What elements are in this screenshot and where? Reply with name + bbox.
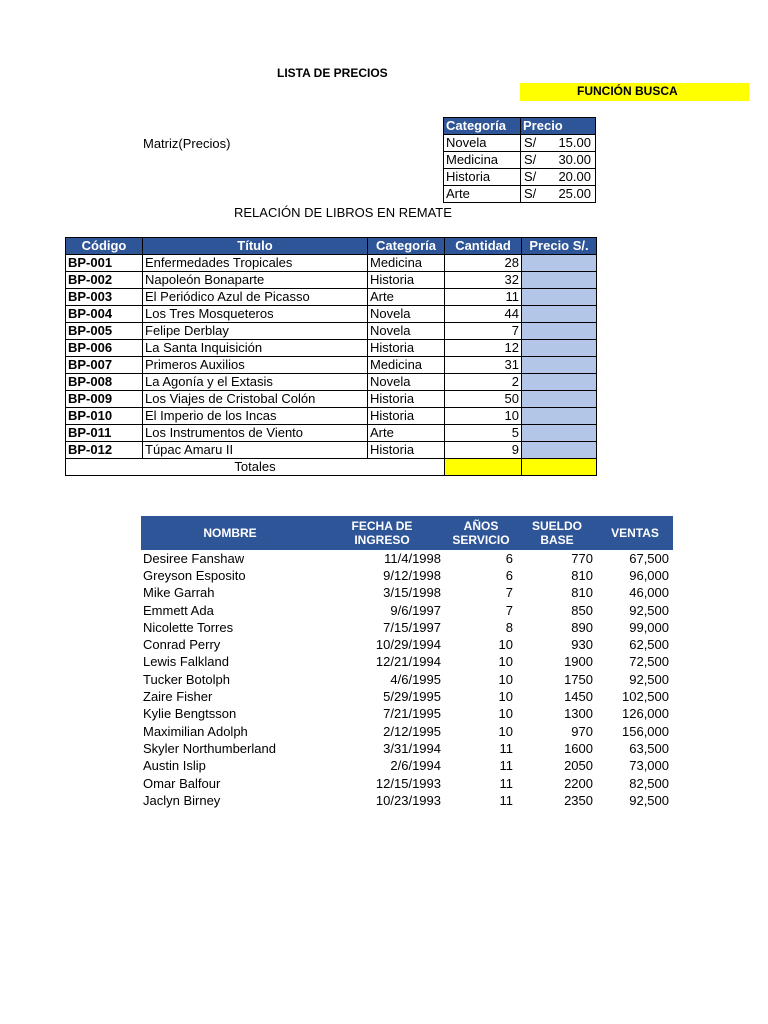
price-amount-cell[interactable]: 25.00 [551,186,596,203]
employee-years-cell[interactable]: 7 [505,585,513,601]
employee-date-cell[interactable]: 2/6/1994 [390,758,441,774]
book-price-cell[interactable] [522,408,597,425]
header-titulo[interactable]: Título [143,238,368,255]
employees-header-3[interactable] [517,516,597,550]
book-qty-cell[interactable]: 32 [445,272,522,289]
employee-sales-cell[interactable]: 92,500 [629,602,669,618]
header-line-1: SUELDO [531,519,582,533]
employee-row [141,758,673,775]
books-table [65,237,597,476]
book-category-cell[interactable]: Arte [368,425,445,442]
book-price-cell[interactable] [522,442,597,459]
employee-row [141,792,673,809]
book-title-cell[interactable]: El Periódico Azul de Picasso [143,289,368,306]
employee-years-cell[interactable]: 11 [499,792,513,808]
price-currency-cell[interactable]: S/ [521,135,551,152]
book-qty-cell[interactable]: 12 [445,340,522,357]
page-title: LISTA DE PRECIOS [277,66,388,80]
employee-sales-cell[interactable]: 92,500 [629,792,669,808]
employee-date-cell[interactable]: 11/4/1998 [384,550,441,566]
book-qty-cell[interactable]: 31 [445,357,522,374]
employee-salary-cell[interactable]: 1900 [564,654,593,670]
employees-header-row [141,516,673,550]
employee-sales-cell[interactable]: 99,000 [629,619,669,635]
book-code-cell[interactable]: BP-006 [66,340,143,357]
books-header-row [66,238,597,255]
employee-row [141,602,673,619]
employee-salary-cell[interactable]: 970 [571,723,593,739]
price-matrix-table [443,117,596,203]
book-qty-cell[interactable]: 44 [445,306,522,323]
book-qty-cell[interactable]: 5 [445,425,522,442]
book-row [66,442,597,459]
book-title-cell[interactable]: Napoleón Bonaparte [143,272,368,289]
book-title-cell[interactable]: La Agonía y el Extasis [143,374,368,391]
book-code-cell[interactable]: BP-012 [66,442,143,459]
employee-salary-cell[interactable]: 810 [571,585,593,601]
book-row [66,340,597,357]
book-qty-cell[interactable]: 7 [445,323,522,340]
header-line-2: SERVICIO [452,533,510,547]
employee-sales-cell[interactable]: 92,500 [629,671,669,687]
employee-sales-cell[interactable]: 102,500 [622,689,669,705]
book-category-cell[interactable]: Historia [368,272,445,289]
employee-row [141,550,673,567]
book-code-cell[interactable]: BP-011 [66,425,143,442]
book-category-cell[interactable]: Novela [368,323,445,340]
employee-row [141,654,673,671]
employee-name-cell[interactable]: Desiree Fanshaw [143,550,245,566]
header-categoria[interactable]: Categoría [368,238,445,255]
book-qty-cell[interactable]: 2 [445,374,522,391]
employee-years-cell[interactable]: 7 [505,602,513,618]
book-price-cell[interactable] [522,357,597,374]
employee-years-cell[interactable]: 10 [498,723,513,739]
employee-years-cell[interactable]: 6 [505,550,513,566]
employees-header-4[interactable] [597,516,673,550]
book-row [66,323,597,340]
book-category-cell[interactable]: Novela [368,306,445,323]
header-categoria[interactable]: Categoría [444,118,521,135]
price-row [444,169,596,186]
book-title-cell[interactable]: Túpac Amaru II [143,442,368,459]
book-category-cell[interactable]: Historia [368,391,445,408]
price-category-cell[interactable]: Medicina [444,152,521,169]
matriz-label: Matriz(Precios) [143,136,231,151]
employee-years-cell[interactable]: 8 [505,619,513,635]
header-codigo[interactable]: Código [66,238,143,255]
employee-name-cell[interactable]: Omar Balfour [143,775,221,791]
book-category-cell[interactable]: Medicina [368,255,445,272]
relacion-title: RELACIÓN DE LIBROS EN REMATE [234,205,452,220]
employee-name-cell[interactable]: Jaclyn Birney [143,792,221,808]
price-category-cell[interactable]: Novela [444,135,521,152]
book-row [66,357,597,374]
price-amount-cell[interactable]: 15.00 [551,135,596,152]
employee-salary-cell[interactable]: 850 [571,602,593,618]
employee-salary-cell[interactable]: 1300 [564,706,593,722]
book-code-cell[interactable]: BP-005 [66,323,143,340]
header-line-1: AÑOS [463,519,499,533]
price-category-cell[interactable]: Arte [444,186,521,203]
price-row [444,135,596,152]
employee-salary-cell[interactable]: 1450 [564,689,593,705]
book-category-cell[interactable]: Historia [368,408,445,425]
book-title-cell[interactable]: Felipe Derblay [143,323,368,340]
employee-date-cell[interactable]: 12/21/1994 [375,654,441,670]
employee-sales-cell[interactable]: 73,000 [629,758,669,774]
book-row [66,255,597,272]
employee-name-cell[interactable]: Greyson Esposito [143,567,246,583]
book-title-cell[interactable]: La Santa Inquisición [143,340,368,357]
employee-salary-cell[interactable]: 890 [571,619,593,635]
book-code-cell[interactable]: BP-001 [66,255,143,272]
employee-name-cell[interactable]: Emmett Ada [143,602,214,618]
book-price-cell[interactable] [522,374,597,391]
book-price-cell[interactable] [522,425,597,442]
employee-row [141,740,673,757]
employee-row [141,706,673,723]
employee-row [141,688,673,705]
totals-price-cell[interactable] [522,459,597,476]
book-row [66,306,597,323]
book-qty-cell[interactable]: 28 [445,255,522,272]
employee-name-cell[interactable]: Nicolette Torres [143,619,234,635]
employee-date-cell[interactable]: 7/15/1997 [383,619,441,635]
book-row [66,272,597,289]
employee-salary-cell[interactable]: 810 [571,567,593,583]
employee-date-cell[interactable]: 9/12/1998 [383,567,441,583]
employee-date-cell[interactable]: 5/29/1995 [383,689,441,705]
book-code-cell[interactable]: BP-004 [66,306,143,323]
book-code-cell[interactable]: BP-010 [66,408,143,425]
employee-sales-cell[interactable]: 156,000 [622,723,669,739]
book-code-cell[interactable]: BP-002 [66,272,143,289]
book-row [66,425,597,442]
employee-salary-cell[interactable]: 1750 [564,671,593,687]
price-amount-cell[interactable]: 20.00 [551,169,596,186]
header-line-2: BASE [540,533,574,547]
employee-name-cell[interactable]: Maximilian Adolph [143,723,248,739]
employee-name-cell[interactable]: Mike Garrah [143,585,215,601]
book-title-cell[interactable]: Los Viajes de Cristobal Colón [143,391,368,408]
book-row [66,374,597,391]
employee-sales-cell[interactable]: 126,000 [622,706,669,722]
book-price-cell[interactable] [522,289,597,306]
header-precio[interactable]: Precio [521,118,596,135]
employee-sales-cell[interactable]: 82,500 [629,775,669,791]
book-title-cell[interactable]: Enfermedades Tropicales [143,255,368,272]
employee-years-cell[interactable]: 10 [498,637,513,653]
book-qty-cell[interactable]: 10 [445,408,522,425]
totals-label[interactable]: Totales [66,459,445,476]
price-currency-cell[interactable]: S/ [521,152,551,169]
employee-name-cell[interactable]: Austin Islip [143,758,206,774]
book-category-cell[interactable]: Historia [368,442,445,459]
employee-years-cell[interactable]: 10 [498,671,513,687]
employee-row [141,775,673,792]
employee-row [141,585,673,602]
employee-salary-cell[interactable]: 1600 [564,740,593,756]
price-header-row [444,118,596,135]
header-line-1: NOMBRE [203,526,257,540]
employee-salary-cell[interactable]: 2200 [564,775,593,791]
book-category-cell[interactable]: Novela [368,374,445,391]
employee-date-cell[interactable]: 10/29/1994 [375,637,441,653]
price-row [444,152,596,169]
employee-years-cell[interactable]: 11 [499,740,513,756]
employee-salary-cell[interactable]: 2050 [564,758,593,774]
employee-sales-cell[interactable]: 96,000 [629,567,669,583]
employee-name-cell[interactable]: Tucker Botolph [143,671,230,687]
totals-qty-cell[interactable] [445,459,522,476]
book-title-cell[interactable]: Los Tres Mosqueteros [143,306,368,323]
price-amount-cell[interactable]: 30.00 [551,152,596,169]
employee-date-cell[interactable]: 12/15/1993 [375,775,441,791]
employee-date-cell[interactable]: 9/6/1997 [390,602,441,618]
employee-date-cell[interactable]: 10/23/1993 [375,792,441,808]
employee-years-cell[interactable]: 10 [498,689,513,705]
employee-row [141,567,673,584]
book-price-cell[interactable] [522,323,597,340]
employee-years-cell[interactable]: 11 [499,775,513,791]
employee-name-cell[interactable]: Lewis Falkland [143,654,229,670]
employee-name-cell[interactable]: Kylie Bengtsson [143,706,237,722]
employee-years-cell[interactable]: 11 [499,758,513,774]
book-code-cell[interactable]: BP-007 [66,357,143,374]
employee-date-cell[interactable]: 3/31/1994 [383,740,441,756]
book-row [66,391,597,408]
totals-row [66,459,597,476]
employee-row [141,636,673,653]
busca-label: FUNCIÓN BUSCA [577,84,678,98]
book-row [66,289,597,306]
price-currency-cell[interactable]: S/ [521,186,551,203]
header-cantidad[interactable]: Cantidad [445,238,522,255]
book-title-cell[interactable]: Primeros Auxilios [143,357,368,374]
employee-date-cell[interactable]: 4/6/1995 [390,671,441,687]
price-row [444,186,596,203]
employees-table [141,516,673,809]
employee-sales-cell[interactable]: 72,500 [629,654,669,670]
book-price-cell[interactable] [522,391,597,408]
book-price-cell[interactable] [522,340,597,357]
book-code-cell[interactable]: BP-008 [66,374,143,391]
employee-years-cell[interactable]: 10 [498,706,513,722]
employee-sales-cell[interactable]: 62,500 [629,637,669,653]
employee-date-cell[interactable]: 2/12/1995 [383,723,441,739]
employee-name-cell[interactable]: Zaire Fisher [143,689,213,705]
header-line-1: VENTAS [611,526,659,540]
book-code-cell[interactable]: BP-009 [66,391,143,408]
employee-salary-cell[interactable]: 770 [571,550,593,566]
book-title-cell[interactable]: El Imperio de los Incas [143,408,368,425]
book-title-cell[interactable]: Los Instrumentos de Viento [143,425,368,442]
employee-row [141,671,673,688]
busca-cell[interactable] [520,83,749,101]
employee-name-cell[interactable]: Skyler Northumberland [143,740,276,756]
price-category-cell[interactable]: Historia [444,169,521,186]
book-price-cell[interactable] [522,272,597,289]
employee-row [141,723,673,740]
employee-years-cell[interactable]: 10 [498,654,513,670]
book-price-cell[interactable] [522,255,597,272]
employees-header-2[interactable] [445,516,517,550]
header-line-1: FECHA DE [351,519,413,533]
header-precio[interactable]: Precio S/. [522,238,597,255]
book-category-cell[interactable]: Medicina [368,357,445,374]
book-qty-cell[interactable]: 11 [445,289,522,306]
employee-years-cell[interactable]: 6 [505,567,513,583]
employee-sales-cell[interactable]: 63,500 [629,740,669,756]
price-currency-cell[interactable]: S/ [521,169,551,186]
employees-header-1[interactable] [319,516,445,550]
employee-sales-cell[interactable]: 67,500 [629,550,669,566]
employee-date-cell[interactable]: 3/15/1998 [383,585,441,601]
book-qty-cell[interactable]: 9 [445,442,522,459]
employee-date-cell[interactable]: 7/21/1995 [383,706,441,722]
employee-row [141,619,673,636]
book-qty-cell[interactable]: 50 [445,391,522,408]
book-category-cell[interactable]: Arte [368,289,445,306]
book-code-cell[interactable]: BP-003 [66,289,143,306]
employees-header-0[interactable] [141,516,319,550]
employee-salary-cell[interactable]: 930 [571,637,593,653]
employee-sales-cell[interactable]: 46,000 [629,585,669,601]
employee-name-cell[interactable]: Conrad Perry [143,637,221,653]
book-price-cell[interactable] [522,306,597,323]
book-category-cell[interactable]: Historia [368,340,445,357]
header-line-2: INGRESO [354,533,410,547]
book-row [66,408,597,425]
employee-salary-cell[interactable]: 2350 [564,792,593,808]
